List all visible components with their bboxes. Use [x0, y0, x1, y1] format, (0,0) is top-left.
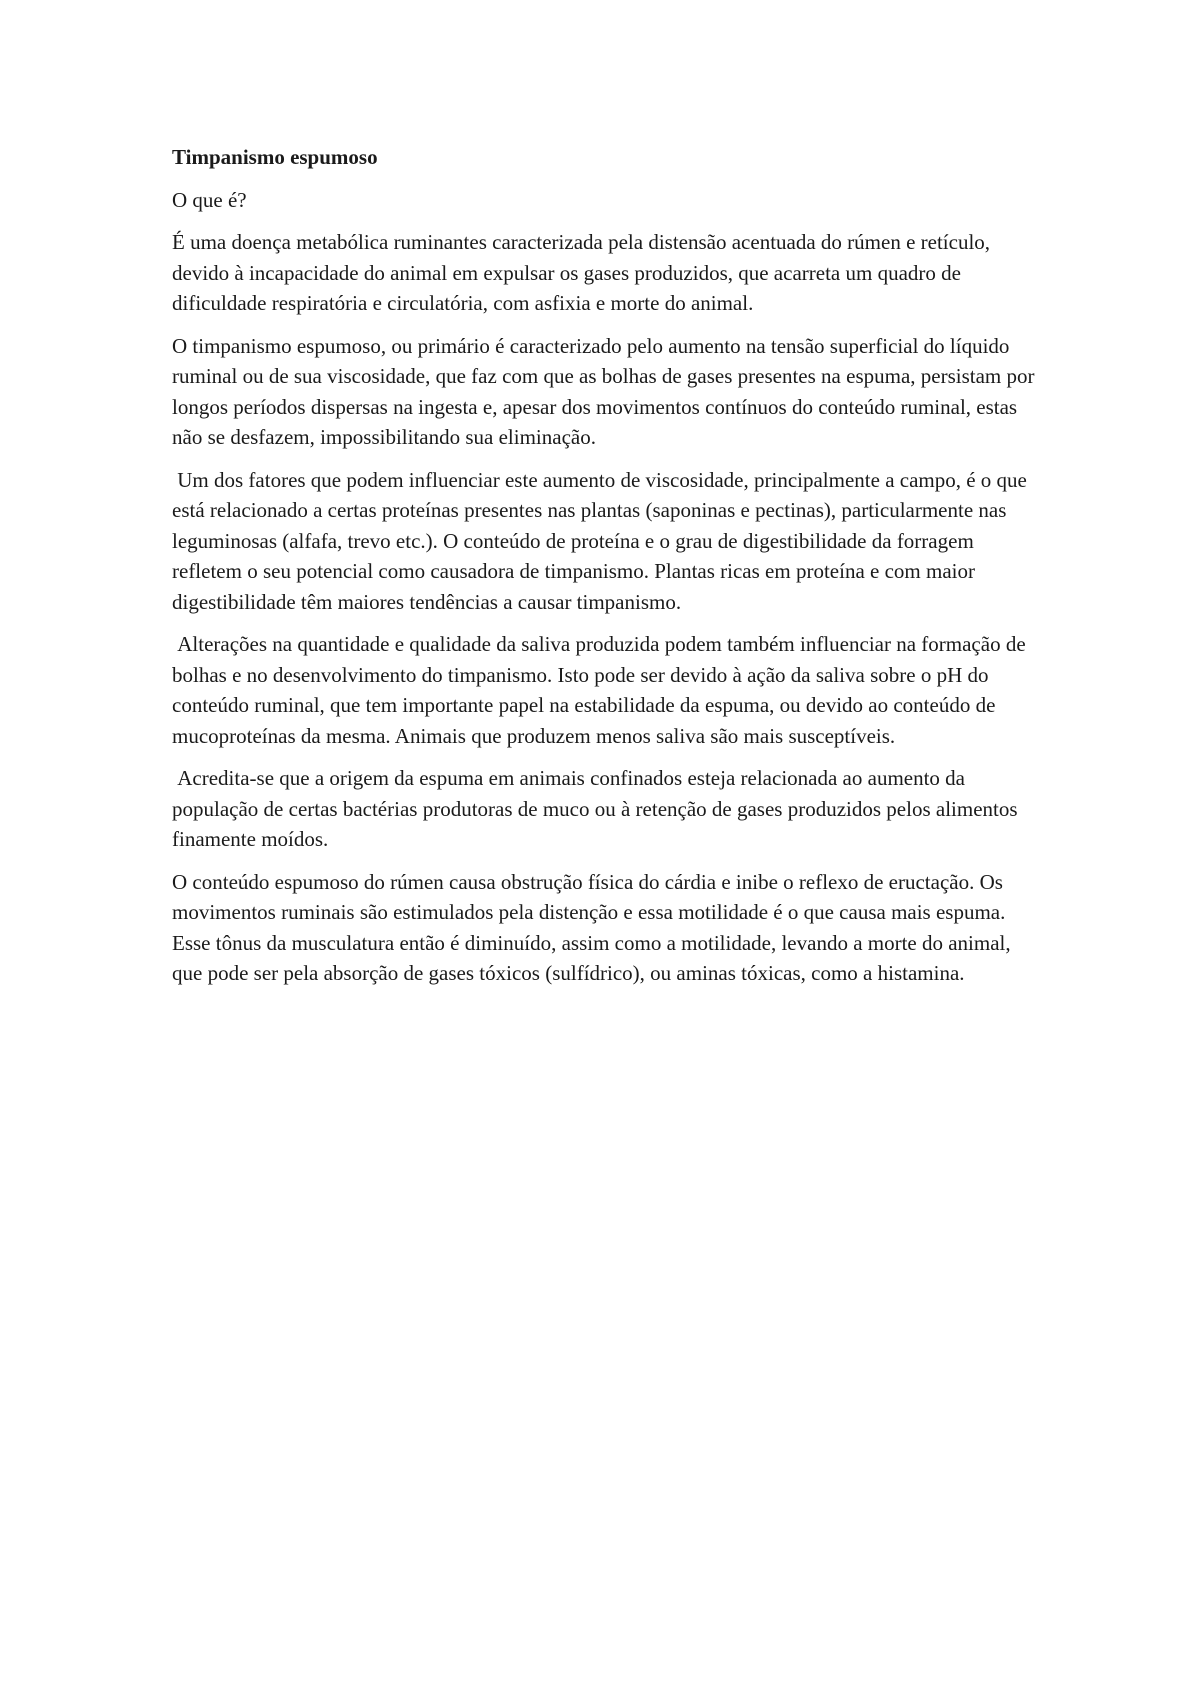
paragraph-saliva: Alterações na quantidade e qualidade da saliva produzida podem também influenciar na formação de bolhas e no desenvolvimento do timpanismo. Isto pode ser devido à ação da saliva sobre o pH do conteúdo ruminal, que tem importante papel na estabilidade da espuma, ou devido ao conteúdo de mucoproteínas da mesma. Animais que produzem menos saliva são mais susceptíveis. — [172, 632, 1031, 748]
section-question: O que é? — [172, 187, 247, 212]
paragraph-definition: É uma doença metabólica ruminantes caracterizada pela distensão acentuada do rúmen e retículo, devido à incapacidade do animal em expulsar os gases produzidos, que acarreta um quadro de dificuldade respiratória e circulatória, com asfixia e morte do animal. — [172, 230, 996, 315]
document-page — [172, 142, 1042, 1001]
paragraph-viscosity-factors: Um dos fatores que podem influenciar este aumento de viscosidade, principalmente a campo, é o que está relacionado a certas proteínas presentes nas plantas (saponinas e pectinas), particularmente nas leguminosas (alfafa, trevo etc.). O conteúdo de proteína e o grau de digestibilidade da forragem refletem o seu potencial como causadora de timpanismo. Plantas ricas em proteína e com maior digestibilidade têm maiores tendências a causar timpanismo. — [172, 467, 1033, 614]
document-title: Timpanismo espumoso — [172, 145, 378, 169]
paragraph-primary-bloat: O timpanismo espumoso, ou primário é caracterizado pelo aumento na tensão superficial do líquido ruminal ou de sua viscosidade, que faz com que as bolhas de gases presentes na espuma, persistam por longos períodos dispersas na ingesta e, apesar dos movimentos contínuos do conteúdo ruminal, estas não se desfazem, impossibilitando sua eliminação. — [172, 333, 1040, 449]
paragraph-confined-animals: Acredita-se que a origem da espuma em animais confinados esteja relacionada ao aumento da população de certas bactérias produtoras de muco ou à retenção de gases produzidos pelos alimentos finamente moídos. — [172, 766, 1023, 851]
paragraph-consequences: O conteúdo espumoso do rúmen causa obstrução física do cárdia e inibe o reflexo de eructação. Os movimentos ruminais são estimulados pela distenção e essa motilidade é o que causa mais espuma. Esse tônus da musculatura então é diminuído, assim como a motilidade, levando a morte do animal, que pode ser pela absorção de gases tóxicos (sulfídrico), ou aminas tóxicas, como a histamina. — [172, 869, 1016, 985]
